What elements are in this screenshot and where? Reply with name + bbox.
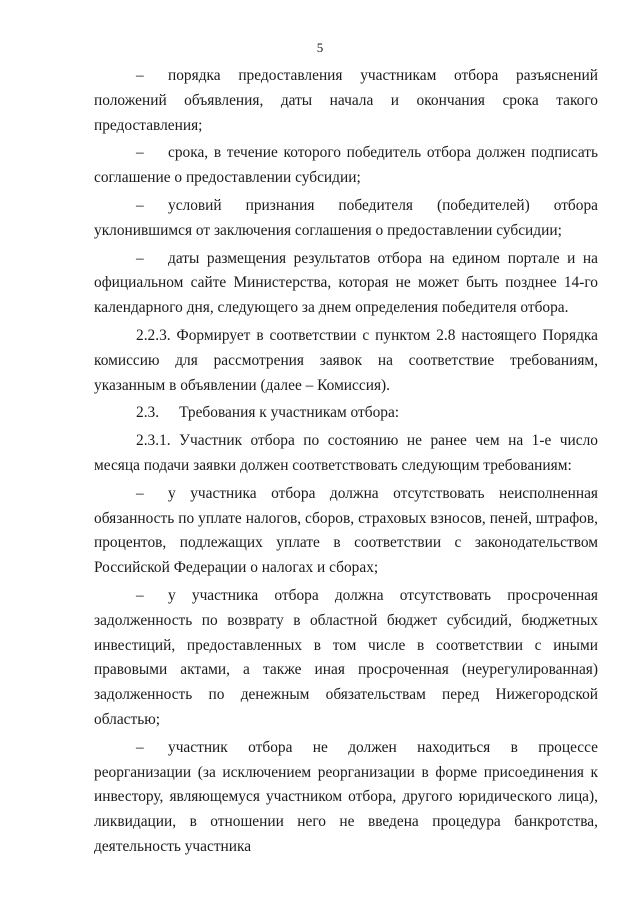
list-item-dash <box>94 482 598 581</box>
list-item-dash <box>94 64 598 138</box>
paragraph-text: порядка предоставления участникам отбора разъяснений положений объявления, даты начала и окончания срока такого предоставления; <box>94 67 598 134</box>
paragraph-text: условий признания победителя (победителей) отбора уклонившимся от заключения соглашения о предоставлении субсидии; <box>94 196 598 239</box>
paragraph: 2.3.1. Участник отбора по состоянию не ранее чем на 1-е число месяца подачи заявки должен соответствовать следующим требованиям: <box>94 432 598 474</box>
list-item-dash <box>94 584 598 733</box>
section-heading <box>94 401 598 426</box>
paragraph-text: срока, в течение которого победитель отбора должен подписать соглашение о предоставлении субсидии; <box>94 144 598 187</box>
section-number: 2.3. <box>136 404 160 422</box>
list-item-dash <box>94 736 598 860</box>
paragraph-text: у участника отбора должна отсутствовать просроченная задолженность по возврату в областной бюджет субсидий, бюджетных инвестиций, предоставленных в том числе в соответствии с иными правовыми актами, а также иная просроченная (неурегулированная) задолженность по денежным обязательствам перед Нижегородской областью; <box>94 586 598 728</box>
page-number: 5 <box>316 40 324 55</box>
dash-marker: – <box>136 586 144 604</box>
dash-marker: – <box>136 738 144 756</box>
dash-marker: – <box>136 144 144 162</box>
paragraph-text: у участника отбора должна отсутствовать неисполненная обязанность по уплате налогов, сборов, страховых взносов, пеней, штрафов, процентов, подлежащих уплате в соответствии с законодательством Российской Федерации о налогах и сборах; <box>94 484 598 577</box>
list-item-dash <box>94 194 598 244</box>
paragraph-text: участник отбора не должен находиться в процессе реорганизации (за исключением реорганизации в форме присоединения к инвестору, являющемуся участником отбора, другого юридического лица), ликвидации, в отношении него не введена процедура банкротства, деятельность участника <box>94 738 598 855</box>
dash-marker: – <box>136 249 144 267</box>
dash-marker: – <box>136 196 144 214</box>
section-heading-text: Требования к участникам отбора: <box>179 404 400 422</box>
document-body <box>94 64 598 863</box>
paragraph-text: даты размещения результатов отбора на едином портале и на официальном сайте Министерства, которая не может быть позднее 14-го календарного дня, следующего за днем определения победителя отбора. <box>94 249 598 317</box>
list-item-dash <box>94 141 598 191</box>
dash-marker: – <box>136 67 144 84</box>
dash-marker: – <box>136 484 144 502</box>
list-item-dash <box>94 247 598 321</box>
paragraph: 2.2.3. Формирует в соответствии с пунктом 2.8 настоящего Порядка комиссию для рассмотрения заявок на соответствие требованиям, указанным в объявлении (далее – Комиссия). <box>94 326 598 394</box>
